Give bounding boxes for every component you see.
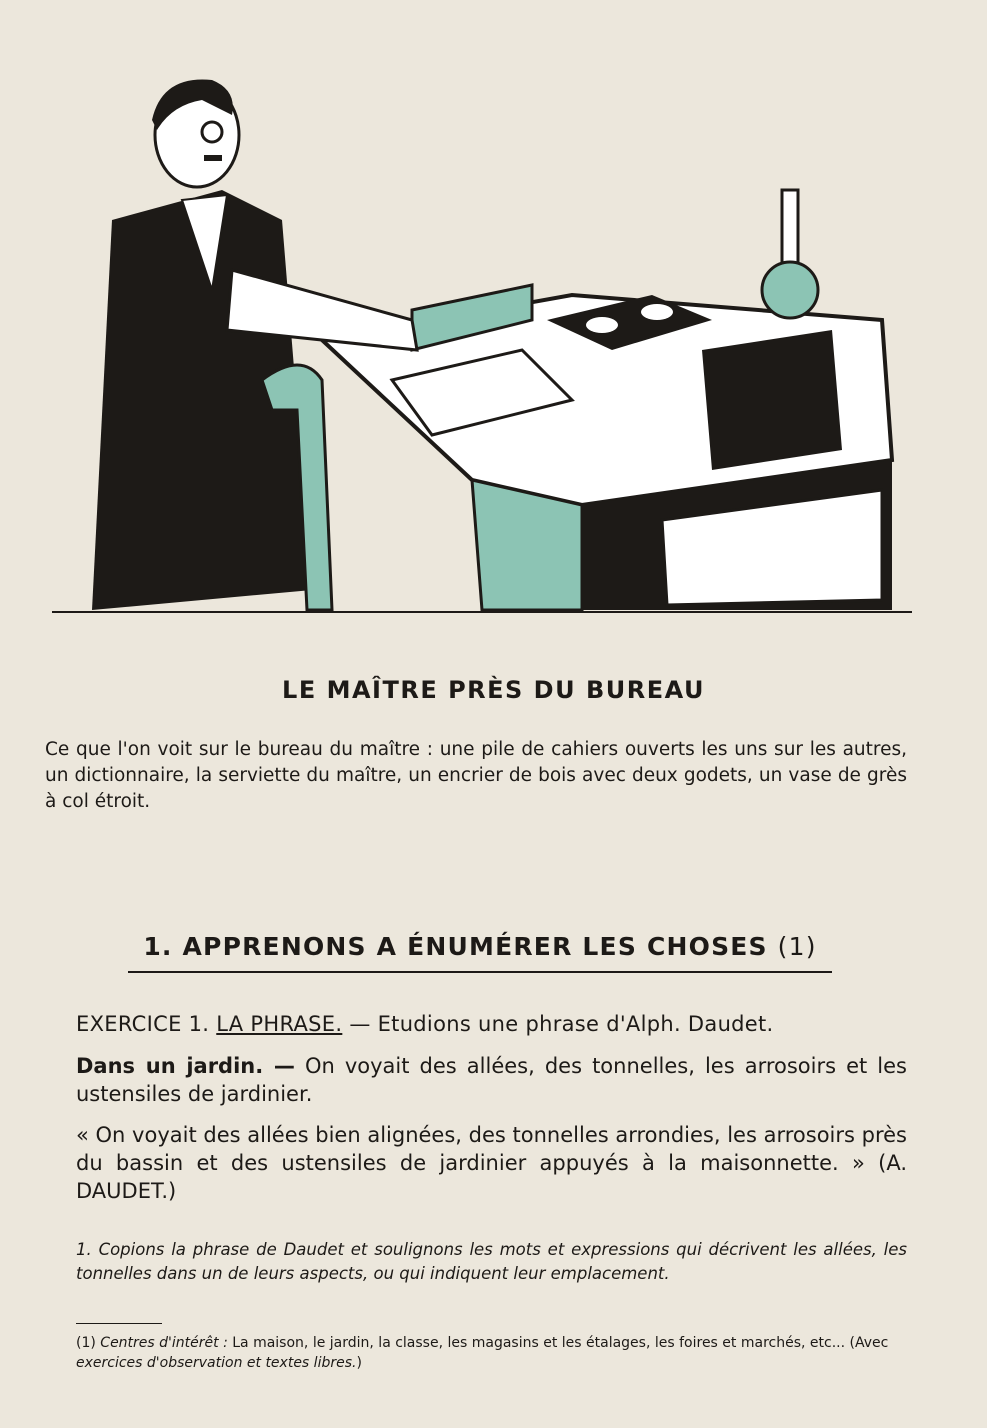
sentence-text: On voyait des allées, des tonnelles, les arrosoirs et les ustensiles de jardinier. xyxy=(76,1054,907,1106)
teacher-at-desk-illustration xyxy=(52,50,912,620)
footnote-paren-italic: exercices d'observation et textes libres. xyxy=(76,1355,357,1371)
exercise-name: LA PHRASE. xyxy=(216,1012,343,1036)
daudet-quote: « On voyait des allées bien alignées, des tonnelles arrondies, les arrosoirs près du bassin et des ustensiles de jardinier appuyés à la maisonnette. » (A. DAUDET.) xyxy=(76,1123,907,1203)
footnote-ref: (1) xyxy=(777,932,817,961)
footnote-marker: (1) xyxy=(76,1335,96,1351)
caption-title: LE MAÎTRE PRÈS DU BUREAU xyxy=(282,676,705,704)
footnote-paren-close: ) xyxy=(356,1355,362,1371)
vase-body-shape xyxy=(762,262,818,318)
sentence-lead: Dans un jardin. — xyxy=(76,1054,295,1078)
exercise-title xyxy=(76,1012,937,1036)
simple-sentence xyxy=(76,1052,907,1108)
caption-text: Ce que l'on voit sur le bureau du maître : une pile de cahiers ouverts les uns sur les autres, un dictionnaire, la serviette du maître, un encrier de bois avec deux godets, un vase de grès à col étroit. xyxy=(45,739,907,812)
teacher-mustache-shape xyxy=(204,155,222,161)
footnote-paren-open: (Avec xyxy=(849,1335,889,1351)
section-heading-text: 1. APPRENONS A ÉNUMÉRER LES CHOSES xyxy=(143,932,768,961)
vase-neck-shape xyxy=(782,190,798,270)
inkwell-cup-shape-2 xyxy=(641,304,673,320)
footnote-divider xyxy=(76,1323,162,1324)
footnote-text: La maison, le jardin, la classe, les magasins et les étalages, les foires et marchés, etc... xyxy=(232,1335,846,1351)
footnote-label: Centres d'intérêt : xyxy=(100,1335,228,1351)
dictionary-shape xyxy=(702,330,842,470)
section-heading xyxy=(128,932,832,973)
footnote xyxy=(76,1333,907,1373)
inkwell-cup-shape xyxy=(586,317,618,333)
exercise-label: EXERCICE 1. xyxy=(76,1012,210,1036)
exercise-instruction: 1. Copions la phrase de Daudet et soulignons les mots et expressions qui décrivent les allées, les tonnelles dans un de leurs aspects, ou qui indiquent leur emplacement. xyxy=(76,1240,907,1283)
exercise-subtitle: — Etudions une phrase d'Alph. Daudet. xyxy=(349,1012,774,1036)
